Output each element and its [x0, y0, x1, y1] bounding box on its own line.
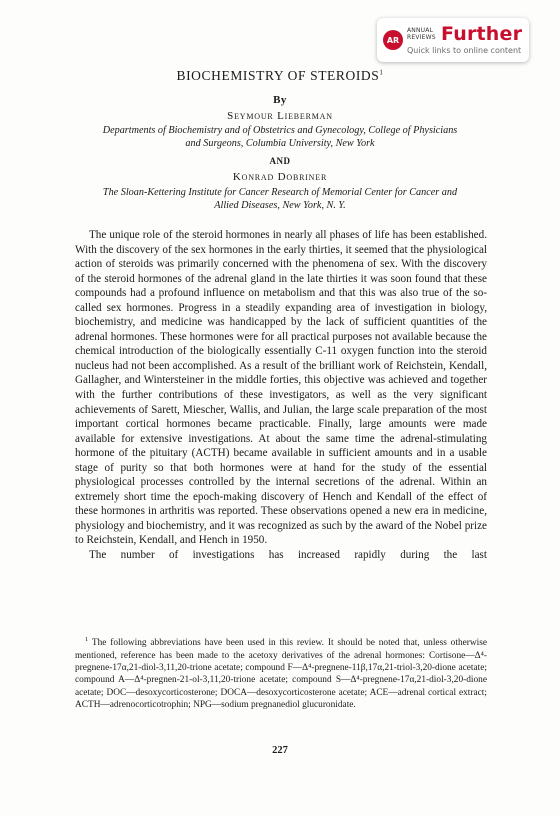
page-number: 227	[272, 745, 288, 756]
annual-reviews-logo-icon: AR	[383, 30, 403, 50]
body-paragraph-1: The unique role of the steroid hormones in nearly all phases of life has been established. With the discovery of the sex hormones in the early thirties, it seemed that the physiological action of steroids was primarily concerned with the phenomena of sex. With the discovery of the steroid hormones of the adrenal gland in the late thirties it was soon found that these compounds had a profound influence on metabolism and that this was also true of the so-called sex hormones. Progress in a steadily expanding area of investigation in biology, biochemistry, and medicine was handicapped by the lack of sufficient quantities of the adrenal hormones. These hormones were for all practical purposes not available because the chemical introduction of the biologically essentially C-11 oxygen function into the steroid nucleus had not been accomplished. As a result of the brilliant work of Reichstein, Kendall, Gallagher, and Wintersteiner in the middle forties, this objective was achieved and together with the further contributions of these investigators, as well as the very significant achievements of Sarett, Miescher, Wallis, and Julian, the large scale preparation of the most important cortical hormones became practicable. Finally, large amounts were made available for extensive investigations. At about the same time the adrenal-stimulating hormone of the pituitary (ACTH) became available in sufficient amounts and in a usable stage of purity so that both hormones were at hand for the study of the essential physiological processes controlled by the internal secretions of the adrenal. Within an extremely short time the epoch-making discovery of Hench and Kendall of the effect of these hormones in arthritis was reported. These observations opened a new era in medicine, physiology and biochemistry, and it was recognized as such by the award of the Nobel prize to Reichstein, Kendall, and Hench in 1950.	[75, 229, 487, 547]
affiliation-2: The Sloan-Kettering Institute for Cancer Research of Memorial Center for Cancer and Allied Diseases, New York, N. Y.	[102, 187, 458, 212]
badge-brand: ANNUAL REVIEWS	[407, 27, 436, 41]
affiliation-1: Departments of Biochemistry and of Obstetrics and Gynecology, College of Physicians and Surgeons, Columbia University, New York	[102, 125, 458, 150]
badge-further-label: Further	[441, 23, 523, 45]
footnote-text: The following abbreviations have been used in this review. It should be noted that, unless otherwise mentioned, reference has been made to the acetoxy derivatives of the adrenal hormones: Cortisone—Δ⁴-pregnene-17α,21-diol-3,11,20-trione acetate; compound F—Δ⁴-pregnene-11β,17α,21-triol-3,20-dione acetate; compound A—Δ⁴-pregnen-21-ol-3,11,20-trione acetate; compound S—Δ⁴-pregnene-17α,21-diol-3,20-dione acetate; DOC—desoxycorticosterone; DOCA—desoxycorticosterone acetate; ACE—adrenal cortical extract; ACTH—adrenocorticotrophin; NPG—sodium pregnanediol glucuronidate.	[75, 638, 487, 711]
annual-reviews-further-badge[interactable]	[377, 18, 529, 62]
title-footnote-marker: 1	[379, 68, 384, 77]
article-title-text: BIOCHEMISTRY OF STEROIDS	[176, 68, 380, 83]
badge-text	[407, 25, 522, 55]
author-conjunction: AND	[269, 156, 291, 166]
article-title	[0, 68, 560, 84]
footnote-marker: 1	[85, 636, 89, 643]
author-2: Konrad Dobriner	[232, 171, 328, 183]
byline-by: By	[273, 94, 287, 106]
author-1: Seymour Lieberman	[227, 110, 333, 122]
badge-top	[407, 25, 522, 44]
badge-subtitle: Quick links to online content	[407, 46, 522, 55]
body-paragraph-2: The number of investigations has increased rapidly during the last	[89, 549, 487, 562]
body-text	[75, 228, 487, 563]
footnote	[75, 634, 487, 712]
